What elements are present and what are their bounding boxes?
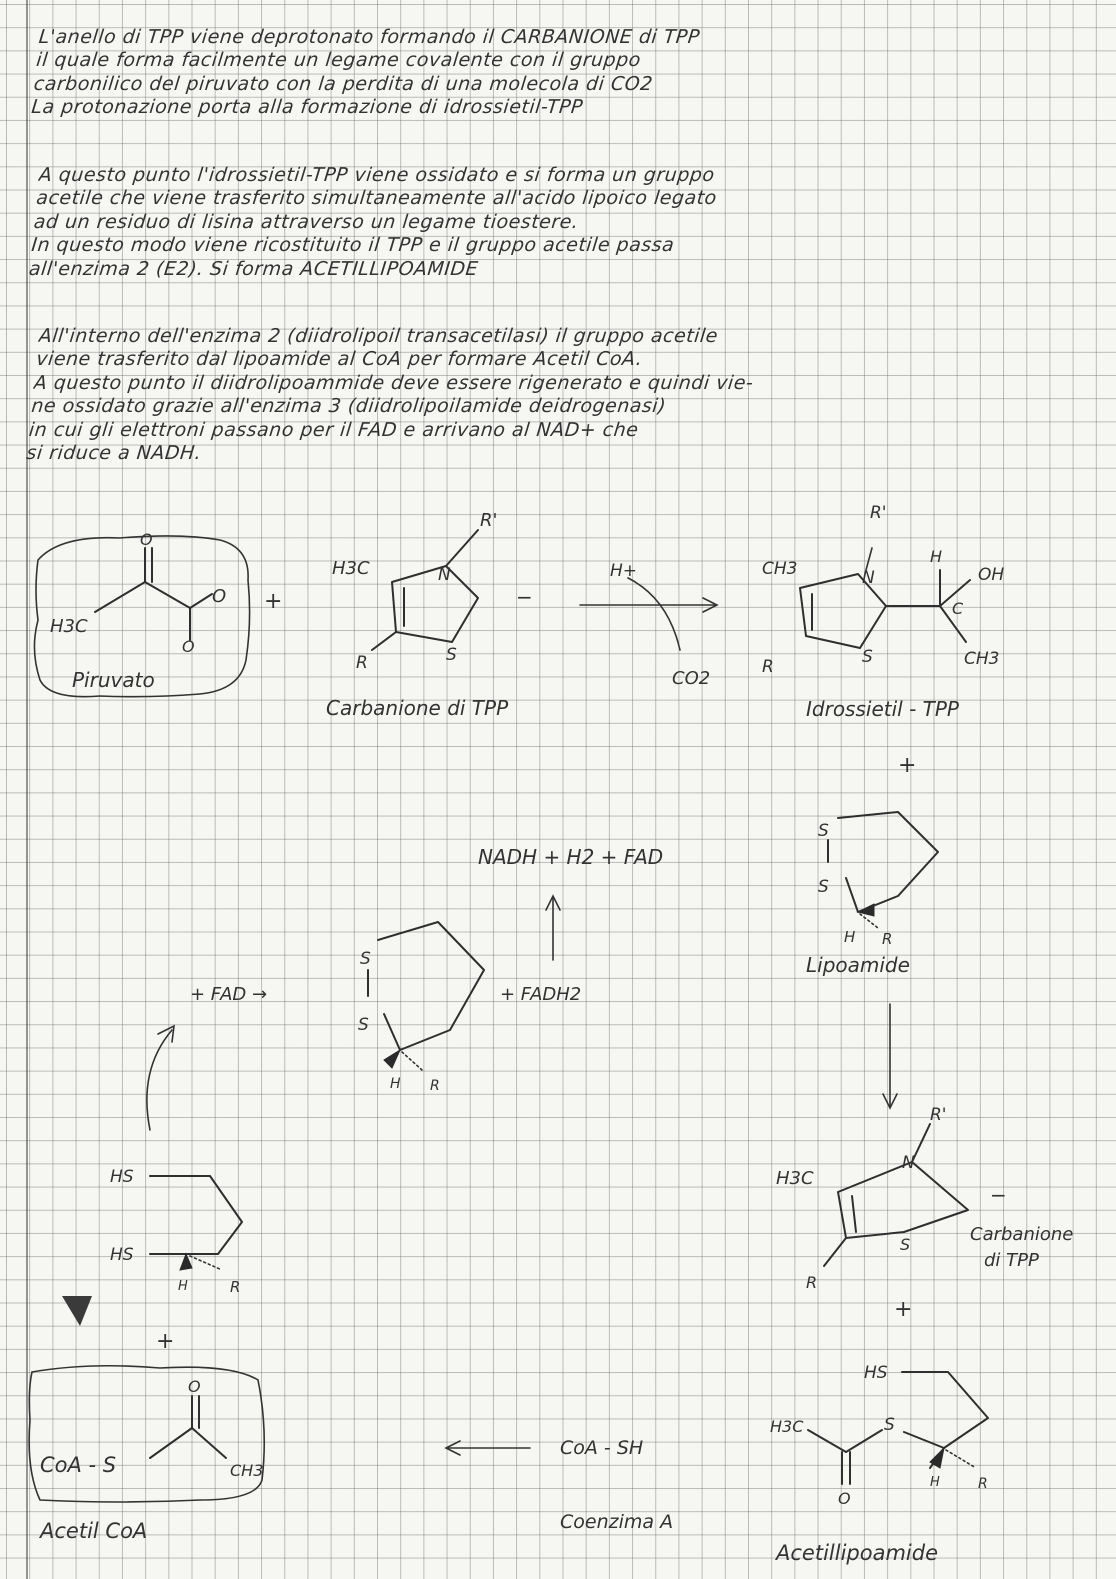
co2-product: CO2: [672, 668, 711, 689]
paragraph-2-line-3: ad un residuo di lisina attraverso un legame tioestere.: [32, 210, 580, 233]
oxidized-lipoamide-structure: [358, 922, 484, 1094]
lipoamide-ring: [838, 812, 938, 912]
tpp-nitrogen: N: [438, 565, 451, 585]
arrow-curve: [147, 1030, 172, 1130]
paragraph-3-line-3: A questo punto il diidrolipoammide deve essere rigenerato e quindi vie-: [32, 371, 755, 394]
ht-carbon: C: [952, 599, 964, 618]
middle-hydrogen: H: [390, 1076, 401, 1092]
bond: [150, 1428, 192, 1458]
tpp2-r-prime: R': [930, 1105, 947, 1125]
ht-hydrogen: H: [930, 547, 943, 566]
lipoamide-structure: [806, 812, 938, 977]
ring: [378, 922, 484, 1050]
lipoamide-sulfur-2: S: [818, 877, 829, 897]
nadh-products: NADH + H2 + FAD: [478, 845, 664, 869]
bond: [866, 548, 872, 570]
lipoamide-label: Lipoamide: [806, 953, 910, 977]
fadh2-product: + FADH2: [500, 984, 582, 1005]
paragraph-1-line-2: il quale forma facilmente un legame covalente con il gruppo: [35, 49, 643, 72]
paragraph-3-line-5: in cui gli elettroni passano per il FAD e arrivano al NAD+ che: [27, 418, 640, 441]
middle-sulfur-1: S: [360, 949, 371, 969]
dihydrolipoamide-structure: [110, 1167, 242, 1296]
acetyl-coa-box: [29, 1366, 264, 1502]
paragraph-2-line-1: A questo punto l'idrossietil-TPP viene ossidato e si forma un gruppo: [37, 164, 716, 186]
tpp-sulfur: S: [446, 645, 457, 665]
hydroxyethyl-tpp-label: Idrossietil - TPP: [806, 697, 959, 721]
bond: [95, 582, 145, 612]
paragraph-3-line-1: All'interno dell'enzima 2 (diidrolipoil transacetilasi) il gruppo acetile: [37, 325, 720, 347]
dhl-thiol-1: HS: [110, 1167, 134, 1187]
acetyl-coa-structure: [29, 1366, 264, 1543]
acoa-coa-s: CoA - S: [40, 1453, 117, 1477]
middle-sulfur-2: S: [358, 1015, 369, 1035]
bond: [808, 1430, 846, 1452]
arrow-marker: [62, 1296, 92, 1326]
bond: [446, 530, 478, 566]
al-r: R: [978, 1476, 988, 1492]
al-thiol: HS: [864, 1363, 888, 1383]
al-hydrogen: H: [930, 1475, 940, 1490]
tpp-r: R: [356, 653, 368, 673]
down-arrow: [883, 1004, 897, 1108]
dhl-thiol-2: HS: [110, 1245, 134, 1265]
ht-r-prime: R': [870, 503, 887, 523]
al-oxygen: O: [838, 1489, 851, 1508]
tpp-charge: −: [516, 585, 533, 609]
lipoamide-hydrogen: H: [844, 928, 856, 946]
acetyl-coa-label: Acetil CoA: [40, 1519, 148, 1543]
ht-r: R: [762, 657, 774, 677]
plus-sign-3: +: [156, 1329, 175, 1354]
ht-methyl-right: CH3: [964, 649, 1000, 669]
acoa-methyl: CH3: [230, 1461, 264, 1480]
hashed-bond: [402, 1052, 422, 1070]
arrow-head: [158, 1026, 174, 1042]
paragraph-2-line-2: acetile che viene trasferito simultaneamente all'acido lipoico legato: [35, 187, 718, 210]
tpp2-charge: −: [990, 1183, 1007, 1207]
lipoamide-r: R: [882, 930, 893, 948]
pyruvate-methyl: H3C: [50, 616, 88, 637]
pyruvate-structure: [34, 530, 249, 697]
middle-r: R: [430, 1078, 440, 1094]
pyruvate-oxygen-right: O: [212, 586, 227, 607]
bond: [372, 632, 396, 650]
up-arrow: [546, 896, 560, 960]
paragraph-3-line-2: viene trasferito dal lipoamide al CoA per formare Acetil CoA.: [35, 348, 644, 371]
hashed-bond: [190, 1256, 222, 1270]
proton-reagent: H+: [610, 561, 638, 581]
plus-sign-1: +: [264, 589, 283, 614]
tpp2-methyl: H3C: [776, 1168, 814, 1189]
tpp-carbanion-structure: [326, 510, 533, 720]
wedge-bond: [384, 1050, 400, 1068]
lipoamide-sulfur-1: S: [818, 821, 829, 841]
al-methyl: H3C: [770, 1417, 804, 1436]
ht-sulfur: S: [862, 647, 873, 667]
paragraph-3-line-4: ne ossidato grazie all'enzima 3 (diidrolipoilamide deidrogenasi): [30, 395, 668, 418]
dhl-hydrogen: H: [178, 1279, 188, 1294]
bond: [190, 594, 212, 608]
pyruvate-oxygen-top: O: [140, 530, 153, 549]
tpp-r-prime: R': [480, 510, 498, 531]
coenzyme-a-label: Coenzima A: [560, 1511, 674, 1533]
tpp-carbanion-2-label-line2: di TPP: [984, 1250, 1039, 1271]
plus-sign-4: +: [894, 1297, 913, 1322]
pyruvate-oxygen-bottom: O: [182, 637, 195, 656]
hashed-bond: [860, 914, 878, 928]
paragraph-2-line-5: all'enzima 2 (E2). Si forma ACETILLIPOAMIDE: [27, 257, 480, 280]
hashed-bond: [946, 1450, 976, 1468]
bond: [145, 582, 190, 608]
paragraph-1-line-3: carbonilico del piruvato con la perdita di una molecola di CO2: [32, 72, 655, 95]
paragraph-3-line-6: si riduce a NADH.: [25, 441, 203, 464]
paragraph-1-line-1: L'anello di TPP viene deprotonato formando il CARBANIONE di TPP: [37, 26, 702, 48]
fad-reagent: + FAD →: [190, 984, 268, 1005]
thiazolium-ring: [838, 1162, 968, 1238]
chain: [902, 1372, 988, 1448]
bond: [846, 1430, 882, 1452]
ht-nitrogen: N: [862, 568, 875, 588]
coa-arrow: [446, 1437, 673, 1533]
tpp-carbanion-label: Carbanione di TPP: [326, 696, 509, 720]
tpp-carbanion-2-structure: [776, 1105, 1073, 1292]
tpp2-nitrogen: N: [902, 1153, 915, 1173]
bond: [192, 1428, 226, 1458]
bond: [824, 1238, 846, 1266]
hydroxyethyl-tpp-structure: [762, 503, 1004, 721]
acetyl-lipoamide-structure: [770, 1363, 988, 1565]
tpp-methyl: H3C: [332, 558, 370, 579]
acoa-oxygen: O: [188, 1377, 201, 1396]
pyruvate-label: Piruvato: [72, 668, 155, 692]
plus-sign-2: +: [898, 753, 917, 778]
paragraph-1-line-4: La protonazione porta alla formazione di idrossietil-TPP: [30, 96, 585, 119]
al-sulfur: S: [884, 1415, 895, 1435]
tpp2-sulfur: S: [900, 1235, 911, 1254]
ht-methyl-left: CH3: [762, 559, 798, 579]
reaction-arrow-1: [580, 561, 717, 689]
arrow-curve: [628, 578, 680, 650]
paragraph-2-line-4: In questo modo viene ricostituito il TPP e il gruppo acetile passa: [30, 234, 676, 257]
dhl-r: R: [230, 1278, 241, 1296]
curved-up-arrow: [147, 1026, 174, 1130]
tpp2-r: R: [806, 1273, 818, 1292]
acetyl-lipoamide-label: Acetillipoamide: [776, 1541, 938, 1565]
chain: [176, 1176, 242, 1254]
ht-hydroxyl: OH: [978, 565, 1005, 585]
coa-sh-reagent: CoA - SH: [560, 1437, 644, 1459]
tpp-carbanion-2-label-line1: Carbanione: [970, 1224, 1074, 1245]
bond: [852, 1196, 856, 1232]
